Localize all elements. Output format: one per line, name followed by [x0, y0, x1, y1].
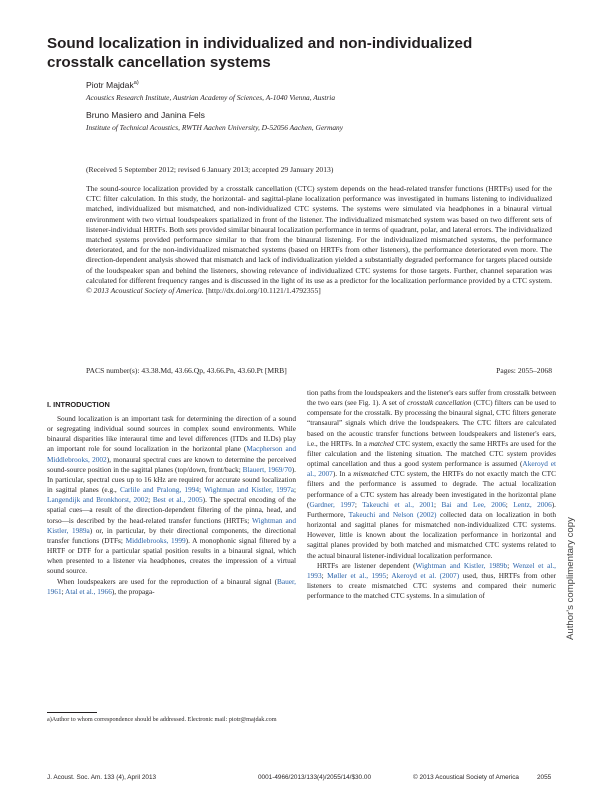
text-run: When loudspeakers are used for the reproduction of a binaural signal (	[57, 576, 278, 586]
footer-journal: J. Acoust. Soc. Am. 133 (4), April 2013	[47, 774, 157, 781]
citation-link[interactable]: Wightman and Kistler, 1989b	[415, 560, 508, 570]
complimentary-copy-watermark: Author's complimentary copy	[565, 517, 576, 640]
citation-link[interactable]: Best et al., 2005	[152, 495, 203, 505]
title-line-2: crosstalk cancellation systems	[47, 54, 271, 71]
intro-paragraph-2	[47, 577, 296, 597]
citation-link[interactable]: Middlebrooks, 1999	[125, 535, 186, 545]
text-run: ). The spectral encoding of the spatial cues—a result of the direction-dependent filtering of the pinna, head, and torso—is described by the head-related transfer functions (HRTFs;	[47, 495, 296, 525]
citation-link[interactable]: Takeuchi and Nelson (2002)	[348, 509, 437, 519]
text-run: ;	[505, 499, 514, 509]
citation-link[interactable]: Blauert, 1969/70	[242, 464, 292, 474]
text-run: ;	[293, 485, 296, 495]
intro-paragraph-1-cont	[307, 388, 556, 561]
text-run: ). In particular, spectral cues up to 16 kHz are required for accurate sound localization in sagittal planes (e.g.,	[47, 464, 297, 495]
text-run: ;	[354, 499, 363, 509]
text-run: ;	[148, 495, 153, 505]
citation-link[interactable]: Carlile and Pralong, 1994	[119, 485, 200, 495]
citation-link[interactable]: Bauer, 1961	[47, 576, 296, 596]
author-name: Piotr Majdak	[86, 80, 134, 90]
section-heading-introduction: I. INTRODUCTION	[47, 400, 110, 409]
text-run: ;	[507, 560, 513, 570]
text-run: ;	[321, 570, 328, 580]
text-run: ). Furthermore,	[307, 499, 556, 519]
text-run: ;	[199, 485, 205, 495]
footnote-rule	[47, 712, 97, 713]
text-run: ), monaural spectral cues are known to determine the perceived sound-source position in the sagittal planes (top/down, front/back;	[47, 454, 296, 474]
emphasis: crosstalk cancellation	[407, 398, 472, 408]
text-run: ;	[433, 499, 442, 509]
citation-link[interactable]: Macpherson and Middlebrooks, 2002	[47, 444, 296, 464]
text-run: collected data on localization in both horizontal and sagittal planes for mismatched non-individualized CTC systems. However, little is known about the localization performance in horizontal and sagittal planes provided by both matched and mismatched CTC systems related to the actual binaural listener-individual localization performance.	[307, 509, 556, 560]
text-run: CTC system, exactly the same HRTFs are used for the filter calculation and the listening situation. The matched CTC system provides optimal cancellation and thus a good system performance is assumed (	[307, 438, 557, 469]
citation-link[interactable]: Wightman and Kistler, 1997a	[204, 485, 294, 495]
abstract	[86, 184, 552, 296]
affiliation-rwth: Institute of Technical Acoustics, RWTH Aachen University, D-52056 Aachen, Germany	[86, 123, 343, 132]
text-run: used, thus, HRTFs from other listeners to create mismatched CTC systems and compared their numeric performance to the matched CTC systems. In a simulation of	[307, 570, 556, 601]
citation-link[interactable]: Akeroyd et al., 2007	[307, 459, 556, 479]
emphasis: matched	[368, 438, 394, 448]
text-run: ). In a	[332, 469, 354, 479]
citation-link[interactable]: Bai and Lee, 2006	[441, 499, 506, 509]
citation-link[interactable]: Atal et al., 1966	[65, 586, 112, 596]
citation-link[interactable]: Wightman and Kistler, 1989a	[47, 515, 296, 535]
text-run: Sound localization is an important task for determining the direction of a sound or segregating individual sound sources in complex sound environments. While binaural disparities like interaural time and level differences (ITDs and ILDs) play an important role for sound localization in the horizontal plane (	[47, 414, 296, 454]
abstract-copyright: © 2013 Acoustical Society of America.	[86, 286, 204, 296]
citation-link[interactable]: Takeuchi et al., 2001	[362, 499, 434, 509]
text-run: ;	[61, 586, 66, 596]
citation-link[interactable]: Akeroyd et al. (2007)	[391, 570, 460, 580]
author-footnote-mark: a)	[133, 80, 139, 87]
text-run: HRTFs are listener dependent (	[317, 560, 416, 570]
text-run: CTC system, the HRTFs do not exactly match the CTC filters and the performance is assumed to degrade. The actual localization performance of a CTC system has already been investigated in the horizontal plane (	[307, 469, 556, 509]
citation-link[interactable]: Wenzel et al., 1993	[307, 560, 556, 580]
footer-page-number: 2055	[537, 774, 552, 781]
text-run: ), the propaga-	[111, 586, 155, 596]
pacs-numbers: PACS number(s): 43.38.Md, 43.66.Qp, 43.66.Pn, 43.60.Pt [MRB]	[86, 366, 287, 375]
intro-paragraph-1	[47, 414, 296, 577]
text-run: ). A monophonic signal filtered by a HRTF or DTF for a particular spatial position results in a binaural signal, which when presented to a listener via headphones, creates the impression of a virtual sound source.	[47, 535, 296, 576]
text-run: ;	[386, 570, 392, 580]
citation-link[interactable]: Gardner, 1997	[309, 499, 355, 509]
affiliation-ari: Acoustics Research Institute, Austrian Academy of Sciences, A-1040 Vienna, Austria	[86, 93, 336, 102]
text-run: (CTC) filters can be used to compensate for the crosstalk. By processing the binaural signal, CTC filters generate “transaural” signals which drive the loudspeakers. The CTC filters are calculated based on the acoustic transfer functions between loudspeakers and listener's ears, i.e., the HRTFs. In a	[307, 398, 556, 448]
received-dates: (Received 5 September 2012; revised 6 January 2013; accepted 29 January 2013)	[86, 165, 334, 174]
text-run: ) or, in particular, by their directional components, the directional transfer functions (DTFs;	[47, 525, 296, 545]
footer-copyright: © 2013 Acoustical Society of America	[413, 774, 519, 781]
intro-paragraph-3	[307, 561, 556, 602]
left-column	[47, 414, 296, 597]
text-run: tion paths from the loudspeakers and the listener's ears suffer from crosstalk between the two ears (see Fig. 1). A set of	[307, 388, 556, 408]
doi-link[interactable]: [http://dx.doi.org/10.1121/1.4792355]	[205, 286, 321, 296]
right-column	[307, 388, 556, 601]
emphasis: mismatched	[353, 469, 389, 479]
footer-issn: 0001-4966/2013/133(4)/2055/14/$30.00	[258, 774, 372, 781]
citation-link[interactable]: Møller et al., 1995	[327, 570, 387, 580]
citation-link[interactable]: Langendijk and Bronkhorst, 2002	[47, 495, 149, 505]
abstract-text: The sound-source localization provided by a crosstalk cancellation (CTC) system depends on the head-related transfer functions (HRTFs) used for the CTC filter calculation. In this study, the horizontal- and sagittal-plane localization performance was investigated in humans listening to individualized matched, individualized but mismatched, and non-individualized CTC systems. The systems were simulated via headphones in a binaural virtual environment with two virtual loudspeakers spatialized in front of the listener. The individualized mismatched system was based on two different sets of listener-individual HRTFs. Both sets provided similar binaural localization performance in terms of quadrant, polar, and lateral errors. The individualized matched systems provided performance similar to that from the binaural listening. For the individualized mismatched systems, the performance deteriorated, and for the non-individualized mismatched systems (based on HRTFs from other listeners), the performance deteriorated even more. The direction-dependent analysis showed that mismatch and lack of individualization yielded a substantially degraded performance for targets placed outside of the loudspeaker span and behind the listeners, showing relevance of individualized CTC systems for those targets. Further, channel separation was calculated for different frequency ranges and is discussed in the light of its use as a predictor for the localization performance provided by a CTC system.	[86, 184, 552, 285]
footnote-correspondence: a)Author to whom correspondence should be addressed. Electronic mail: piotr@majdak.com	[47, 716, 277, 723]
author-masiero-fels: Bruno Masiero and Janina Fels	[86, 110, 205, 120]
page-range: Pages: 2055–2068	[496, 366, 552, 375]
pacs-line	[86, 366, 552, 375]
author-majdak	[86, 80, 139, 90]
citation-link[interactable]: Lentz, 2006	[513, 499, 552, 509]
title-line-1: Sound localization in individualized and non-individualized	[47, 35, 473, 52]
paper-title	[47, 34, 557, 72]
